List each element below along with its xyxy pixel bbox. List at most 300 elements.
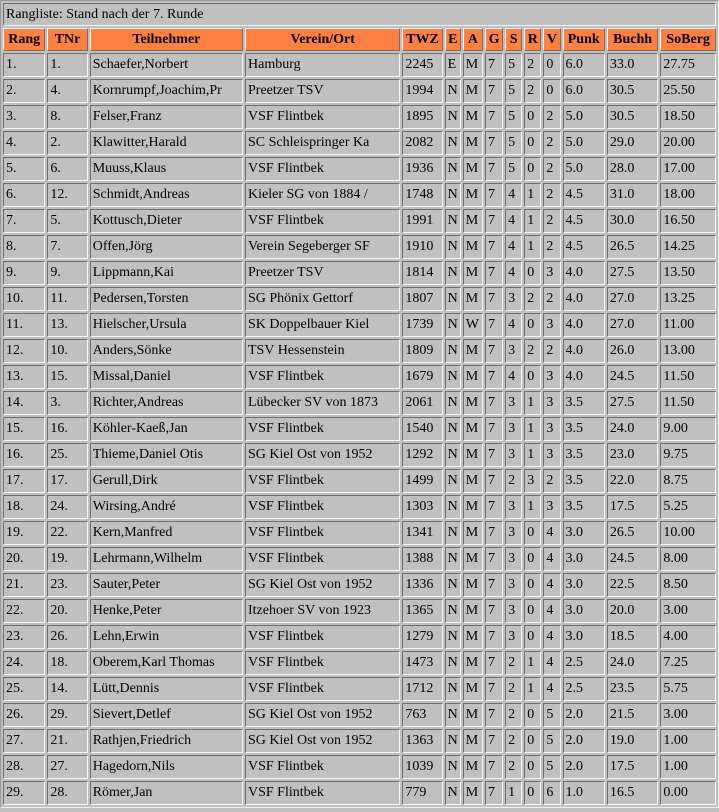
cell-e-flag: N <box>445 677 461 701</box>
cell-player-number: 7. <box>47 235 87 259</box>
cell-club: Kieler SG von 1884 / <box>245 183 400 207</box>
cell-wins: 3 <box>505 547 522 571</box>
cell-points: 3.0 <box>563 547 605 571</box>
cell-points: 4.0 <box>563 339 605 363</box>
table-row <box>3 339 716 363</box>
cell-rating: 1365 <box>402 599 442 623</box>
cell-player-number: 3. <box>47 391 87 415</box>
cell-rank: 6. <box>3 183 45 207</box>
table-row <box>3 261 716 285</box>
cell-wins: 4 <box>505 365 522 389</box>
cell-sonneborn-berger: 11.50 <box>660 365 716 389</box>
table-row <box>3 729 716 753</box>
cell-buchholz: 22.5 <box>607 573 658 597</box>
cell-club: VSF Flintbek <box>245 469 400 493</box>
cell-player-name: Lehn,Erwin <box>90 625 243 649</box>
cell-player-number: 22. <box>47 521 87 545</box>
table-row <box>3 443 716 467</box>
cell-rating: 1540 <box>402 417 442 441</box>
cell-player-number: 12. <box>47 183 87 207</box>
cell-player-name: Oberem,Karl Thomas <box>90 651 243 675</box>
cell-rank: 22. <box>3 599 45 623</box>
cell-wins: 3 <box>505 573 522 597</box>
cell-player-name: Schaefer,Norbert <box>90 53 243 77</box>
cell-games: 7 <box>485 573 503 597</box>
cell-player-number: 13. <box>47 313 87 337</box>
cell-sonneborn-berger: 8.75 <box>660 469 716 493</box>
cell-club: VSF Flintbek <box>245 625 400 649</box>
cell-points: 4.5 <box>563 209 605 233</box>
cell-sex: M <box>463 417 483 441</box>
table-row <box>3 131 716 155</box>
cell-buchholz: 27.5 <box>607 261 658 285</box>
cell-e-flag: N <box>445 703 461 727</box>
cell-player-name: Kottusch,Dieter <box>90 209 243 233</box>
cell-sex: M <box>463 287 483 311</box>
cell-sonneborn-berger: 11.00 <box>660 313 716 337</box>
cell-sex: M <box>463 339 483 363</box>
cell-rating: 1936 <box>402 157 442 181</box>
cell-player-name: Rathjen,Friedrich <box>90 729 243 753</box>
cell-player-number: 2. <box>47 131 87 155</box>
cell-points: 4.0 <box>563 313 605 337</box>
cell-rank: 17. <box>3 469 45 493</box>
cell-rank: 21. <box>3 573 45 597</box>
cell-buchholz: 30.5 <box>607 79 658 103</box>
cell-rating: 1748 <box>402 183 442 207</box>
cell-buchholz: 27.0 <box>607 313 658 337</box>
cell-e-flag: N <box>445 79 461 103</box>
cell-points: 3.5 <box>563 495 605 519</box>
cell-player-name: Sievert,Detlef <box>90 703 243 727</box>
cell-rank: 16. <box>3 443 45 467</box>
cell-club: VSF Flintbek <box>245 677 400 701</box>
cell-rank: 2. <box>3 79 45 103</box>
table-row <box>3 53 716 77</box>
cell-rating: 1341 <box>402 521 442 545</box>
cell-player-name: Missal,Daniel <box>90 365 243 389</box>
cell-rating: 1807 <box>402 287 442 311</box>
cell-points: 3.5 <box>563 469 605 493</box>
table-row <box>3 287 716 311</box>
cell-player-number: 11. <box>47 287 87 311</box>
cell-draws: 2 <box>524 79 541 103</box>
cell-points: 4.0 <box>563 261 605 285</box>
cell-draws: 0 <box>524 781 541 805</box>
cell-sex: M <box>463 755 483 779</box>
cell-losses: 4 <box>543 599 560 623</box>
cell-club: VSF Flintbek <box>245 781 400 805</box>
cell-rank: 20. <box>3 547 45 571</box>
cell-wins: 2 <box>505 469 522 493</box>
cell-points: 4.0 <box>563 365 605 389</box>
cell-sex: M <box>463 235 483 259</box>
cell-rating: 1712 <box>402 677 442 701</box>
column-header-sonneborn-berger: SoBerg <box>660 28 716 51</box>
cell-player-number: 25. <box>47 443 87 467</box>
cell-wins: 3 <box>505 625 522 649</box>
cell-player-name: Römer,Jan <box>90 781 243 805</box>
cell-player-number: 18. <box>47 651 87 675</box>
cell-wins: 3 <box>505 443 522 467</box>
cell-club: Lübecker SV von 1873 <box>245 391 400 415</box>
cell-player-number: 20. <box>47 599 87 623</box>
cell-sex: M <box>463 261 483 285</box>
cell-rating: 1292 <box>402 443 442 467</box>
cell-e-flag: N <box>445 261 461 285</box>
table-row <box>3 313 716 337</box>
cell-losses: 2 <box>543 209 560 233</box>
cell-rating: 1895 <box>402 105 442 129</box>
cell-e-flag: N <box>445 599 461 623</box>
cell-player-number: 6. <box>47 157 87 181</box>
table-row <box>3 209 716 233</box>
cell-e-flag: N <box>445 235 461 259</box>
cell-draws: 2 <box>524 339 541 363</box>
cell-buchholz: 28.0 <box>607 157 658 181</box>
cell-games: 7 <box>485 131 503 155</box>
cell-club: SG Phönix Gettorf <box>245 287 400 311</box>
cell-rating: 1809 <box>402 339 442 363</box>
cell-draws: 2 <box>524 53 541 77</box>
cell-player-number: 9. <box>47 261 87 285</box>
header-row <box>3 28 716 51</box>
cell-rating: 1991 <box>402 209 442 233</box>
table-row <box>3 755 716 779</box>
cell-points: 2.5 <box>563 651 605 675</box>
cell-wins: 2 <box>505 651 522 675</box>
cell-rank: 3. <box>3 105 45 129</box>
cell-buchholz: 26.0 <box>607 339 658 363</box>
cell-player-name: Lehrmann,Wilhelm <box>90 547 243 571</box>
cell-rank: 11. <box>3 313 45 337</box>
cell-points: 4.5 <box>563 183 605 207</box>
cell-rating: 1739 <box>402 313 442 337</box>
cell-losses: 2 <box>543 105 560 129</box>
cell-losses: 5 <box>543 729 560 753</box>
cell-buchholz: 26.5 <box>607 235 658 259</box>
cell-player-number: 26. <box>47 625 87 649</box>
cell-club: SG Kiel Ost von 1952 <box>245 703 400 727</box>
column-header-player-name: Teilnehmer <box>90 28 243 51</box>
cell-rating: 1910 <box>402 235 442 259</box>
cell-losses: 4 <box>543 573 560 597</box>
cell-sonneborn-berger: 1.00 <box>660 755 716 779</box>
cell-sex: M <box>463 53 483 77</box>
caption-row <box>3 3 716 26</box>
cell-wins: 3 <box>505 391 522 415</box>
cell-sonneborn-berger: 3.00 <box>660 599 716 623</box>
cell-buchholz: 31.0 <box>607 183 658 207</box>
cell-rank: 14. <box>3 391 45 415</box>
cell-losses: 0 <box>543 79 560 103</box>
cell-player-number: 15. <box>47 365 87 389</box>
cell-club: SG Kiel Ost von 1952 <box>245 729 400 753</box>
cell-sex: M <box>463 703 483 727</box>
cell-games: 7 <box>485 677 503 701</box>
cell-buchholz: 18.5 <box>607 625 658 649</box>
cell-buchholz: 27.0 <box>607 287 658 311</box>
cell-e-flag: N <box>445 547 461 571</box>
cell-losses: 2 <box>543 287 560 311</box>
cell-points: 5.0 <box>563 131 605 155</box>
cell-club: VSF Flintbek <box>245 521 400 545</box>
cell-e-flag: N <box>445 469 461 493</box>
cell-games: 7 <box>485 521 503 545</box>
cell-points: 6.0 <box>563 53 605 77</box>
cell-sonneborn-berger: 5.25 <box>660 495 716 519</box>
cell-player-name: Felser,Franz <box>90 105 243 129</box>
cell-e-flag: N <box>445 729 461 753</box>
cell-wins: 3 <box>505 495 522 519</box>
cell-buchholz: 24.5 <box>607 547 658 571</box>
cell-sex: M <box>463 651 483 675</box>
cell-e-flag: N <box>445 625 461 649</box>
cell-player-name: Gerull,Dirk <box>90 469 243 493</box>
cell-player-number: 1. <box>47 53 87 77</box>
cell-draws: 1 <box>524 235 541 259</box>
table-caption: Rangliste: Stand nach der 7. Runde <box>3 3 716 26</box>
cell-sex: M <box>463 495 483 519</box>
cell-losses: 3 <box>543 261 560 285</box>
cell-losses: 3 <box>543 313 560 337</box>
cell-losses: 3 <box>543 417 560 441</box>
cell-sonneborn-berger: 14.25 <box>660 235 716 259</box>
cell-player-name: Kern,Manfred <box>90 521 243 545</box>
cell-buchholz: 23.0 <box>607 443 658 467</box>
cell-losses: 3 <box>543 365 560 389</box>
cell-losses: 4 <box>543 521 560 545</box>
cell-draws: 0 <box>524 729 541 753</box>
table-row <box>3 521 716 545</box>
cell-rating: 1279 <box>402 625 442 649</box>
cell-losses: 2 <box>543 183 560 207</box>
cell-player-number: 21. <box>47 729 87 753</box>
cell-losses: 2 <box>543 469 560 493</box>
cell-draws: 0 <box>524 625 541 649</box>
cell-points: 4.0 <box>563 287 605 311</box>
cell-club: TSV Hessenstein <box>245 339 400 363</box>
cell-games: 7 <box>485 599 503 623</box>
cell-rating: 1336 <box>402 573 442 597</box>
cell-draws: 2 <box>524 287 541 311</box>
cell-games: 7 <box>485 391 503 415</box>
cell-rating: 1679 <box>402 365 442 389</box>
cell-losses: 4 <box>543 547 560 571</box>
cell-rank: 1. <box>3 53 45 77</box>
cell-club: SK Doppelbauer Kiel <box>245 313 400 337</box>
cell-wins: 2 <box>505 703 522 727</box>
cell-e-flag: N <box>445 157 461 181</box>
table-row <box>3 417 716 441</box>
cell-rank: 13. <box>3 365 45 389</box>
cell-games: 7 <box>485 547 503 571</box>
cell-rank: 7. <box>3 209 45 233</box>
column-header-draws: R <box>524 28 541 51</box>
cell-e-flag: N <box>445 287 461 311</box>
cell-sex: M <box>463 131 483 155</box>
cell-rating: 763 <box>402 703 442 727</box>
cell-wins: 3 <box>505 339 522 363</box>
cell-rank: 19. <box>3 521 45 545</box>
cell-rank: 28. <box>3 755 45 779</box>
cell-player-number: 28. <box>47 781 87 805</box>
cell-rank: 24. <box>3 651 45 675</box>
cell-buchholz: 22.0 <box>607 469 658 493</box>
cell-draws: 1 <box>524 183 541 207</box>
cell-draws: 0 <box>524 313 541 337</box>
cell-player-number: 23. <box>47 573 87 597</box>
cell-buchholz: 16.5 <box>607 781 658 805</box>
cell-wins: 4 <box>505 313 522 337</box>
cell-draws: 0 <box>524 573 541 597</box>
table-row <box>3 703 716 727</box>
cell-losses: 3 <box>543 391 560 415</box>
cell-sex: M <box>463 781 483 805</box>
cell-draws: 0 <box>524 703 541 727</box>
cell-player-name: Lütt,Dennis <box>90 677 243 701</box>
cell-club: Preetzer TSV <box>245 79 400 103</box>
cell-player-name: Richter,Andreas <box>90 391 243 415</box>
cell-losses: 5 <box>543 755 560 779</box>
cell-rating: 2245 <box>402 53 442 77</box>
cell-e-flag: N <box>445 573 461 597</box>
cell-rank: 25. <box>3 677 45 701</box>
column-header-wins: S <box>505 28 522 51</box>
cell-sex: M <box>463 469 483 493</box>
column-header-buchholz: Buchh <box>607 28 658 51</box>
cell-rating: 1303 <box>402 495 442 519</box>
cell-losses: 2 <box>543 235 560 259</box>
cell-club: VSF Flintbek <box>245 209 400 233</box>
cell-e-flag: N <box>445 443 461 467</box>
cell-club: VSF Flintbek <box>245 365 400 389</box>
cell-sonneborn-berger: 18.00 <box>660 183 716 207</box>
cell-points: 3.5 <box>563 443 605 467</box>
column-header-rating: TWZ <box>402 28 442 51</box>
table-row <box>3 677 716 701</box>
cell-games: 7 <box>485 365 503 389</box>
cell-sonneborn-berger: 5.75 <box>660 677 716 701</box>
cell-e-flag: E <box>445 53 461 77</box>
column-header-points: Punk <box>563 28 605 51</box>
cell-club: SC Schleispringer Ka <box>245 131 400 155</box>
cell-player-name: Hielscher,Ursula <box>90 313 243 337</box>
cell-player-name: Sauter,Peter <box>90 573 243 597</box>
cell-losses: 6 <box>543 781 560 805</box>
cell-player-name: Lippmann,Kai <box>90 261 243 285</box>
cell-points: 5.0 <box>563 157 605 181</box>
cell-buchholz: 24.5 <box>607 365 658 389</box>
cell-sonneborn-berger: 11.50 <box>660 391 716 415</box>
cell-sonneborn-berger: 27.75 <box>660 53 716 77</box>
cell-draws: 1 <box>524 209 541 233</box>
cell-wins: 3 <box>505 599 522 623</box>
cell-sonneborn-berger: 7.25 <box>660 651 716 675</box>
cell-club: Verein Segeberger SF <box>245 235 400 259</box>
table-row <box>3 495 716 519</box>
cell-points: 2.5 <box>563 677 605 701</box>
cell-games: 7 <box>485 703 503 727</box>
cell-sonneborn-berger: 9.75 <box>660 443 716 467</box>
cell-e-flag: N <box>445 209 461 233</box>
cell-sonneborn-berger: 13.00 <box>660 339 716 363</box>
cell-sex: M <box>463 573 483 597</box>
cell-points: 3.0 <box>563 599 605 623</box>
cell-buchholz: 29.0 <box>607 131 658 155</box>
cell-games: 7 <box>485 495 503 519</box>
cell-club: Itzehoer SV von 1923 <box>245 599 400 623</box>
cell-player-number: 27. <box>47 755 87 779</box>
cell-buchholz: 30.5 <box>607 105 658 129</box>
cell-club: VSF Flintbek <box>245 547 400 571</box>
cell-sonneborn-berger: 8.50 <box>660 573 716 597</box>
cell-sex: M <box>463 599 483 623</box>
cell-e-flag: N <box>445 339 461 363</box>
cell-club: VSF Flintbek <box>245 755 400 779</box>
cell-sex: M <box>463 365 483 389</box>
cell-points: 3.5 <box>563 391 605 415</box>
table-row <box>3 79 716 103</box>
cell-rating: 1814 <box>402 261 442 285</box>
cell-player-name: Hagedorn,Nils <box>90 755 243 779</box>
cell-draws: 1 <box>524 443 541 467</box>
cell-player-name: Kornrumpf,Joachim,Pr <box>90 79 243 103</box>
cell-draws: 1 <box>524 391 541 415</box>
cell-rating: 2082 <box>402 131 442 155</box>
cell-losses: 5 <box>543 703 560 727</box>
cell-wins: 4 <box>505 261 522 285</box>
column-header-sex: A <box>463 28 483 51</box>
cell-player-number: 14. <box>47 677 87 701</box>
cell-rank: 8. <box>3 235 45 259</box>
cell-games: 7 <box>485 53 503 77</box>
cell-losses: 4 <box>543 651 560 675</box>
cell-games: 7 <box>485 729 503 753</box>
table-row <box>3 651 716 675</box>
cell-player-name: Köhler-Kaeß,Jan <box>90 417 243 441</box>
cell-player-name: Schmidt,Andreas <box>90 183 243 207</box>
cell-losses: 2 <box>543 339 560 363</box>
cell-losses: 2 <box>543 131 560 155</box>
cell-e-flag: N <box>445 313 461 337</box>
cell-club: SG Kiel Ost von 1952 <box>245 443 400 467</box>
table-row <box>3 157 716 181</box>
table-row <box>3 469 716 493</box>
cell-player-name: Henke,Peter <box>90 599 243 623</box>
cell-draws: 3 <box>524 469 541 493</box>
cell-player-number: 19. <box>47 547 87 571</box>
cell-club: VSF Flintbek <box>245 417 400 441</box>
cell-points: 5.0 <box>563 105 605 129</box>
table-row <box>3 391 716 415</box>
cell-player-name: Wirsing,André <box>90 495 243 519</box>
cell-rating: 1473 <box>402 651 442 675</box>
cell-wins: 2 <box>505 677 522 701</box>
cell-games: 7 <box>485 469 503 493</box>
cell-rank: 23. <box>3 625 45 649</box>
cell-games: 7 <box>485 625 503 649</box>
cell-wins: 2 <box>505 755 522 779</box>
cell-wins: 5 <box>505 79 522 103</box>
cell-club: Hamburg <box>245 53 400 77</box>
cell-buchholz: 17.5 <box>607 755 658 779</box>
cell-player-name: Muuss,Klaus <box>90 157 243 181</box>
cell-draws: 0 <box>524 365 541 389</box>
cell-rank: 29. <box>3 781 45 805</box>
cell-points: 2.0 <box>563 703 605 727</box>
cell-points: 4.5 <box>563 235 605 259</box>
